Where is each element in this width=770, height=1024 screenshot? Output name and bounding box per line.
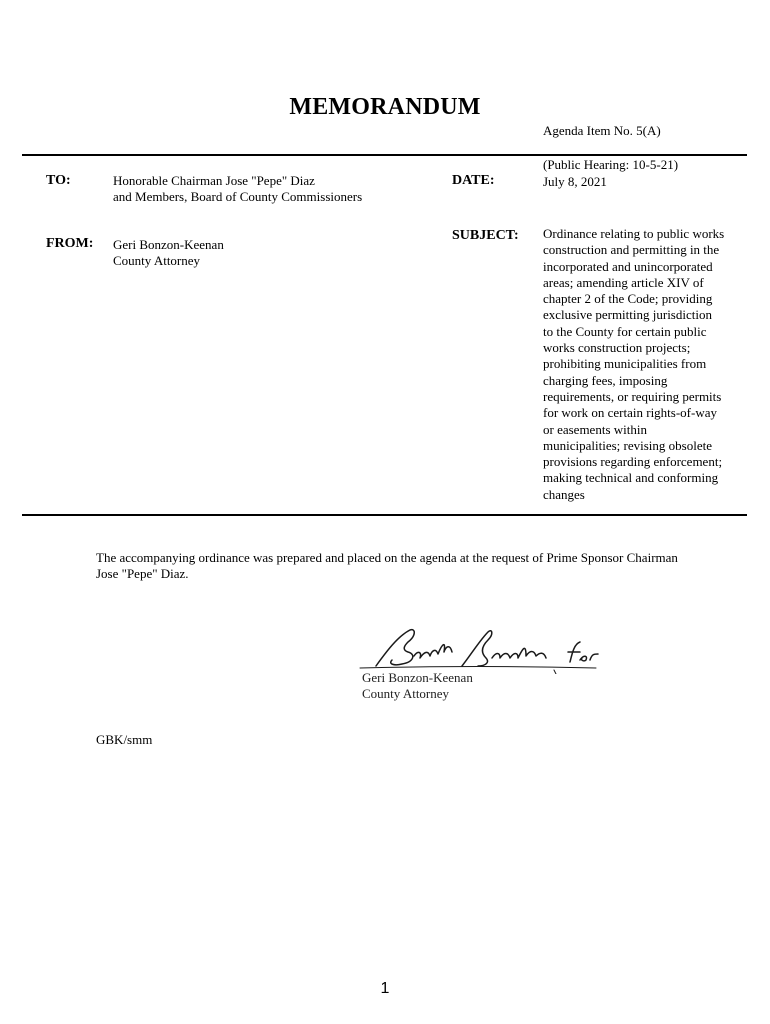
subject-label: SUBJECT: (452, 228, 519, 243)
date-label: DATE: (452, 173, 495, 188)
page-number: 1 (380, 980, 390, 997)
to-line: and Members, Board of County Commissioners (113, 189, 363, 204)
to-label: TO: (46, 173, 71, 188)
memo-body (96, 550, 726, 582)
subject-line: making technical and conforming (543, 470, 719, 486)
subject-line: municipalities; revising obsolete (543, 437, 712, 453)
from-line: Geri Bonzon-Keenan (113, 237, 224, 252)
bottom-divider (22, 514, 747, 516)
typist-initials: GBK/smm (96, 732, 153, 747)
subject-line: incorporated and unincorporated (543, 258, 713, 274)
handwritten-signature (358, 622, 608, 674)
subject-line: requirements, or requiring permits (543, 388, 722, 404)
body-line: The accompanying ordinance was prepared and placed on the agenda at the request of Prime Sponsor Chairman (96, 550, 678, 565)
memo-title: MEMORANDUM (289, 94, 481, 120)
subject-line: exclusive permitting jurisdiction (543, 307, 712, 323)
subject-line: or easements within (543, 421, 647, 437)
signatory-title: County Attorney (362, 686, 450, 701)
subject-line: changes (543, 486, 585, 502)
subject-line: prohibiting municipalities from (543, 356, 707, 372)
from-label: FROM: (46, 236, 94, 251)
subject-line: charging fees, imposing (543, 372, 668, 388)
subject-line: Ordinance relating to public works (543, 226, 725, 241)
subject-line: provisions regarding enforcement; (543, 454, 723, 470)
subject-line: works construction projects; (543, 340, 691, 356)
subject-line: areas; amending article XIV of (543, 274, 704, 290)
top-divider (22, 154, 747, 156)
subject-text (543, 226, 748, 503)
signatory-name: Geri Bonzon-Keenan (362, 670, 473, 685)
subject-line: to the County for certain public (543, 323, 707, 339)
body-line: Jose "Pepe" Diaz. (96, 566, 189, 581)
subject-line: chapter 2 of the Code; providing (543, 291, 713, 307)
subject-line: construction and permitting in the (543, 242, 720, 258)
subject-line: for work on certain rights-of-way (543, 405, 717, 421)
to-line: Honorable Chairman Jose "Pepe" Diaz (113, 173, 315, 188)
signature-block (362, 670, 473, 702)
date-value: July 8, 2021 (543, 174, 607, 189)
from-line: County Attorney (113, 253, 201, 268)
public-hearing-note: (Public Hearing: 10-5-21) (543, 157, 679, 172)
agenda-item-number: Agenda Item No. 5(A) (543, 123, 661, 138)
to-recipient (113, 173, 362, 205)
from-sender (113, 237, 224, 269)
